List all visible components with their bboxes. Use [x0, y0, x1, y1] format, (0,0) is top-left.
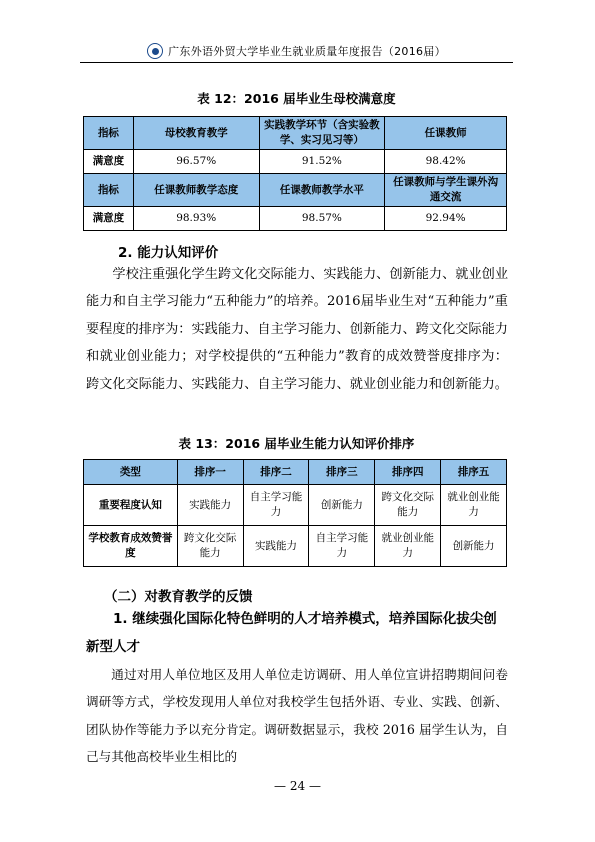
- table13-header-cell: 排序三: [309, 460, 375, 485]
- table12-header-cell: 任课教师教学水平: [259, 174, 385, 207]
- header-title: 广东外语外贸大学毕业生就业质量年度报告（2016届）: [168, 45, 446, 58]
- page-header: [80, 40, 513, 63]
- table12-cell: 96.57%: [133, 150, 259, 174]
- table12: [83, 116, 507, 231]
- table12-header-cell: 实践教学环节（含实验教学、实习见习等）: [259, 117, 385, 150]
- table12-row-label: 满意度: [84, 207, 134, 231]
- section-heading: （二）对教育教学的反馈: [104, 589, 253, 605]
- section-paragraph: 学校注重强化学生跨文化交际能力、实践能力、创新能力、就业创业能力和自主学习能力“五种能力”的培养。2016届毕业生对“五种能力”重要程度的排序为：实践能力、自主学习能力、创新能力、跨文化交际能力和就业创业能力；对学校提供的“五种能力”教育的成效赞誉度排序为：跨文化交际能力、实践能力、自主学习能力、就业创业能力和创新能力。: [86, 267, 509, 392]
- table13-caption: 表 13：2016 届毕业生能力认知评价排序: [178, 436, 415, 451]
- page-number: — 24 —: [274, 779, 321, 793]
- table12-header-cell: 任课教师: [385, 117, 507, 150]
- table13-cell: 就业创业能力: [375, 526, 441, 567]
- table12-caption: 表 12：2016 届毕业生母校满意度: [197, 91, 396, 106]
- university-logo-icon: [147, 43, 163, 59]
- table12-row-label: 满意度: [84, 150, 134, 174]
- table13-header-cell: 排序四: [375, 460, 441, 485]
- table13-cell: 实践能力: [243, 526, 309, 567]
- table13-cell: 自主学习能力: [309, 526, 375, 567]
- table13-cell: 自主学习能力: [243, 485, 309, 526]
- section-heading: 2. 能力认知评价: [118, 245, 219, 261]
- table12-cell: 92.94%: [385, 207, 507, 231]
- table13-row-label: 重要程度认知: [84, 485, 178, 526]
- table13-row-label: 学校教育成效赞誉度: [84, 526, 178, 567]
- table13-header-cell: 类型: [84, 460, 178, 485]
- subsection-heading: 1. 继续强化国际化特色鲜明的人才培养模式，培养国际化拔尖创新型人才: [86, 611, 497, 655]
- table13-cell: 跨文化交际能力: [375, 485, 441, 526]
- table12-cell: 98.93%: [133, 207, 259, 231]
- table13-header-cell: 排序五: [441, 460, 507, 485]
- table13-cell: 跨文化交际能力: [177, 526, 243, 567]
- table12-header-cell: 任课教师与学生课外沟通交流: [385, 174, 507, 207]
- section-paragraph: 通过对用人单位地区及用人单位走访调研、用人单位宣讲招聘期间问卷调研等方式，学校发现用人单位对我校学生包括外语、专业、实践、创新、团队协作等能力予以充分肯定。调研数据显示，我校 2016 届学生认为，自己与其他高校毕业生相比的: [86, 667, 508, 765]
- table13-cell: 创新能力: [441, 526, 507, 567]
- table12-cell: 98.57%: [259, 207, 385, 231]
- table12-cell: 98.42%: [385, 150, 507, 174]
- table12-header-cell: 指标: [84, 117, 134, 150]
- table13-cell: 就业创业能力: [441, 485, 507, 526]
- table13-cell: 实践能力: [177, 485, 243, 526]
- table12-cell: 91.52%: [259, 150, 385, 174]
- table13-cell: 创新能力: [309, 485, 375, 526]
- table13: [83, 459, 507, 567]
- table12-header-cell: 指标: [84, 174, 134, 207]
- table13-header-cell: 排序二: [243, 460, 309, 485]
- table12-header-cell: 母校教育教学: [133, 117, 259, 150]
- table12-header-cell: 任课教师教学态度: [133, 174, 259, 207]
- table13-header-cell: 排序一: [177, 460, 243, 485]
